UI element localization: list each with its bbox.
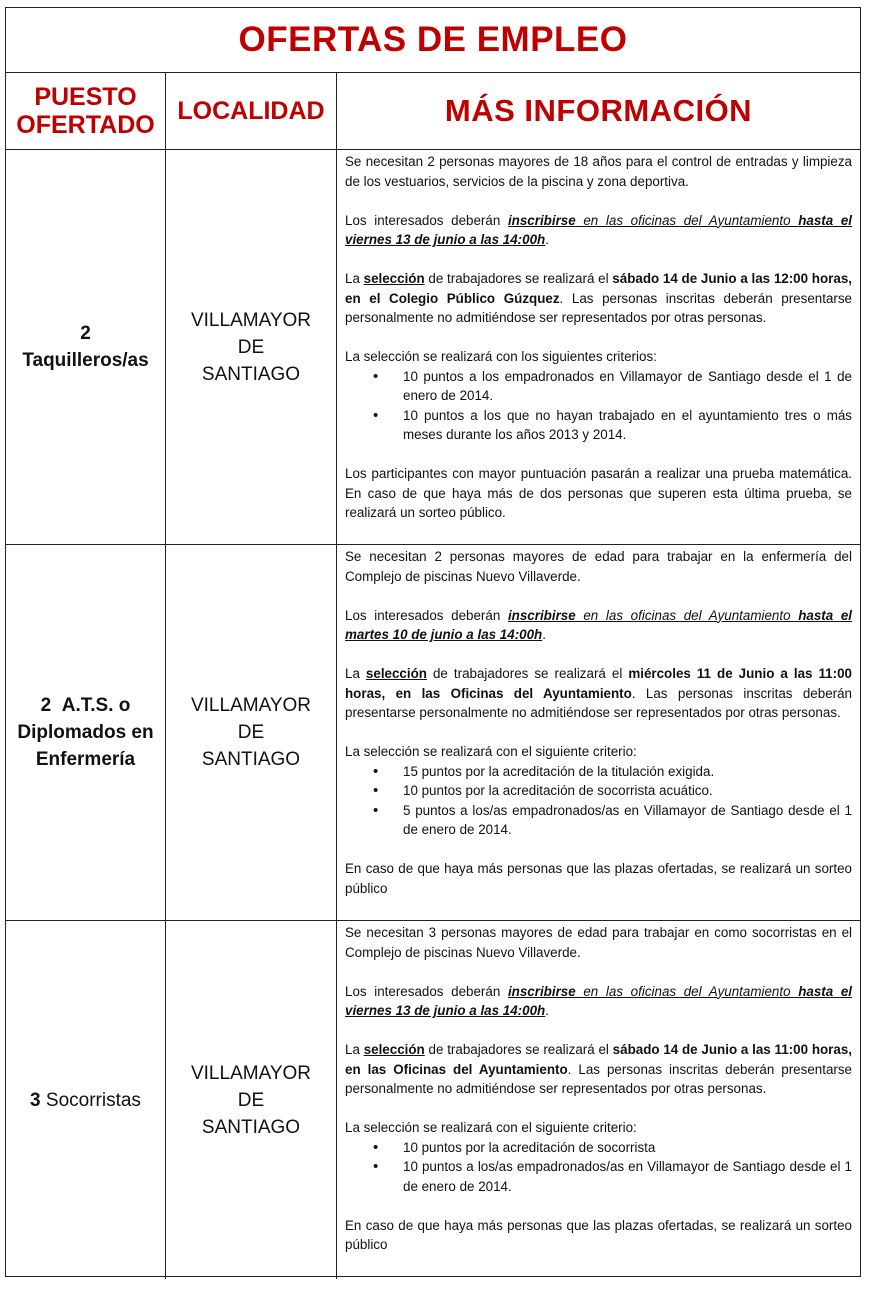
offer-closing: Los participantes con mayor puntuación pasarán a realizar una prueba matemática. En caso de que haya más de dos personas que superen esta última prueba, se realizará un sorteo público. bbox=[345, 466, 852, 520]
selection-keyword: selección bbox=[363, 271, 425, 286]
selection-mid: de trabajadores se realizará el bbox=[424, 1042, 613, 1057]
registration-place: en las oficinas del Ayuntamiento bbox=[575, 607, 799, 623]
criterion-item: • 15 puntos por la acreditación de la titulación exigida. bbox=[403, 762, 852, 782]
registration-text: Los interesados deberán bbox=[345, 607, 508, 623]
job-title-line: Socorristas bbox=[45, 1089, 141, 1111]
criterion-item: • 10 puntos a los que no hayan trabajado en el ayuntamiento tres o más meses durante los años 2013 y 2014. bbox=[403, 406, 852, 445]
registration-deadline: hasta el viernes 13 de junio a las 14:00h bbox=[345, 212, 853, 247]
criterion-item: • 5 puntos a los/as empadronados/as en Villamayor de Santiago desde el 1 de enero de 2014. bbox=[403, 801, 852, 840]
selection-mid: de trabajadores se realizará el bbox=[424, 271, 613, 286]
title-row bbox=[6, 8, 860, 73]
offer-selection bbox=[345, 269, 852, 328]
offer-location-line2: SANTIAGO bbox=[201, 1116, 301, 1138]
offer-location-line1: VILLAMAYOR DE bbox=[190, 695, 312, 743]
offer-location-cell bbox=[165, 921, 336, 1279]
offer-job-title bbox=[17, 695, 153, 770]
registration-deadline: hasta el viernes 13 de junio a las 14:00h bbox=[345, 983, 853, 1018]
offer-puesto bbox=[22, 320, 148, 374]
offer-intro: Se necesitan 3 personas mayores de edad para trabajar en como socorristas en el Complejo de piscinas Nuevo Villaverde. bbox=[345, 925, 852, 960]
offer-location-line1: VILLAMAYOR DE bbox=[190, 309, 312, 358]
registration-keyword: inscribirse bbox=[507, 212, 576, 228]
registration-place: en las oficinas del Ayuntamiento bbox=[575, 212, 799, 228]
selection-text: La bbox=[345, 666, 366, 681]
criterion-item: • 10 puntos a los empadronados en Villamayor de Santiago desde el 1 de enero de 2014. bbox=[403, 367, 852, 406]
job-title-line: Taquilleros/as bbox=[22, 350, 149, 371]
job-offers-table bbox=[5, 7, 861, 1277]
offer-puesto bbox=[30, 1087, 141, 1114]
registration-end: . bbox=[545, 1003, 549, 1018]
header-localidad: LOCALIDAD bbox=[165, 73, 336, 150]
selection-keyword: selección bbox=[365, 666, 427, 681]
offer-info-cell bbox=[336, 150, 860, 545]
selection-end: . Las personas inscritas deberán presentarse personalmente no admitiéndose ser representados por otras personas. bbox=[345, 1061, 852, 1096]
offer-info-cell bbox=[336, 545, 860, 921]
offer-criteria-intro: La selección se realizará con el siguiente criterio: bbox=[345, 744, 637, 759]
offer-criteria-list bbox=[345, 762, 852, 840]
offer-count: 3 bbox=[30, 1089, 41, 1111]
offer-location-line1: VILLAMAYOR DE bbox=[190, 1062, 312, 1111]
offer-intro: Se necesitan 2 personas mayores de 18 años para el control de entradas y limpieza de los vestuarios, servicios de la piscina y zona deportiva. bbox=[345, 154, 852, 189]
job-title-line: A.T.S. o bbox=[61, 695, 131, 716]
job-title-line: Enfermería bbox=[35, 749, 136, 770]
offer-job-title bbox=[22, 350, 148, 371]
selection-date: miércoles 11 de Junio a las 11:00 horas, en las Oficinas del Ayuntamiento bbox=[345, 666, 852, 701]
offer-criteria-intro: La selección se realizará con el siguiente criterio: bbox=[345, 1120, 637, 1135]
selection-date: sábado 14 de Junio a las 11:00 horas, en las Oficinas del Ayuntamiento bbox=[345, 1042, 852, 1077]
offer-count: 2 bbox=[40, 695, 52, 716]
criterion-item: • 10 puntos por la acreditación de socorrista bbox=[403, 1138, 852, 1158]
registration-text: Los interesados deberán bbox=[345, 983, 508, 999]
header-puesto bbox=[6, 73, 165, 150]
offer-registration bbox=[345, 982, 852, 1021]
offer-location-cell bbox=[165, 150, 336, 545]
header-puesto-line1: PUESTO bbox=[34, 83, 137, 111]
offer-location-line2: SANTIAGO bbox=[201, 749, 301, 770]
offer-puesto bbox=[17, 692, 153, 773]
registration-deadline: hasta el martes 10 de junio a las 14:00h bbox=[345, 607, 853, 642]
registration-keyword: inscribirse bbox=[507, 983, 576, 999]
selection-end: . Las personas inscritas deberán presentarse personalmente no admitiéndose ser representados por otras personas. bbox=[345, 290, 852, 325]
selection-date: sábado 14 de Junio a las 12:00 horas, en el Colegio Público Gúzquez bbox=[345, 271, 852, 306]
criterion-item: • 10 puntos a los/as empadronados/as en Villamayor de Santiago desde el 1 de enero de 2014. bbox=[403, 1157, 852, 1196]
offer-location-line2: SANTIAGO bbox=[201, 363, 301, 385]
selection-text: La bbox=[345, 1042, 364, 1057]
offer-intro: Se necesitan 2 personas mayores de edad para trabajar en la enfermería del Complejo de piscinas Nuevo Villaverde. bbox=[345, 549, 852, 584]
offer-puesto-cell bbox=[6, 545, 165, 921]
offer-location-cell bbox=[165, 545, 336, 921]
offer-puesto-cell bbox=[6, 921, 165, 1279]
selection-keyword: selección bbox=[363, 1042, 425, 1057]
offer-count: 2 bbox=[80, 323, 91, 344]
registration-text: Los interesados deberán bbox=[345, 212, 508, 228]
offer-selection bbox=[345, 1040, 852, 1099]
header-info: MÁS INFORMACIÓN bbox=[336, 73, 860, 150]
offer-criteria-list bbox=[345, 1138, 852, 1197]
offer-registration bbox=[345, 606, 852, 645]
criterion-item: • 10 puntos por la acreditación de socorrista acuático. bbox=[403, 781, 852, 801]
offers-grid bbox=[6, 73, 860, 1279]
offer-info-cell bbox=[336, 921, 860, 1279]
registration-end: . bbox=[542, 627, 546, 642]
job-title-line: Diplomados en bbox=[17, 722, 154, 743]
offer-registration bbox=[345, 211, 852, 250]
selection-mid: de trabajadores se realizará el bbox=[426, 666, 629, 681]
header-puesto-line2: OFERTADO bbox=[16, 111, 155, 139]
offer-selection bbox=[345, 664, 852, 723]
offer-closing: En caso de que haya más personas que las plazas ofertadas, se realizará un sorteo público bbox=[345, 861, 852, 896]
selection-end: . Las personas inscritas deberán presentarse personalmente no admitiéndose ser representados por otras personas. bbox=[345, 685, 852, 720]
offer-criteria-list bbox=[345, 367, 852, 445]
offer-closing: En caso de que haya más personas que las plazas ofertadas, se realizará un sorteo público bbox=[345, 1217, 852, 1252]
offer-criteria-intro: La selección se realizará con los siguientes criterios: bbox=[345, 349, 657, 364]
selection-text: La bbox=[345, 271, 364, 286]
offer-puesto-cell bbox=[6, 150, 165, 545]
registration-keyword: inscribirse bbox=[507, 607, 576, 623]
offer-job-title bbox=[41, 1090, 141, 1111]
registration-end: . bbox=[545, 232, 549, 247]
page-title: OFERTAS DE EMPLEO bbox=[238, 20, 628, 59]
registration-place: en las oficinas del Ayuntamiento bbox=[575, 983, 799, 999]
